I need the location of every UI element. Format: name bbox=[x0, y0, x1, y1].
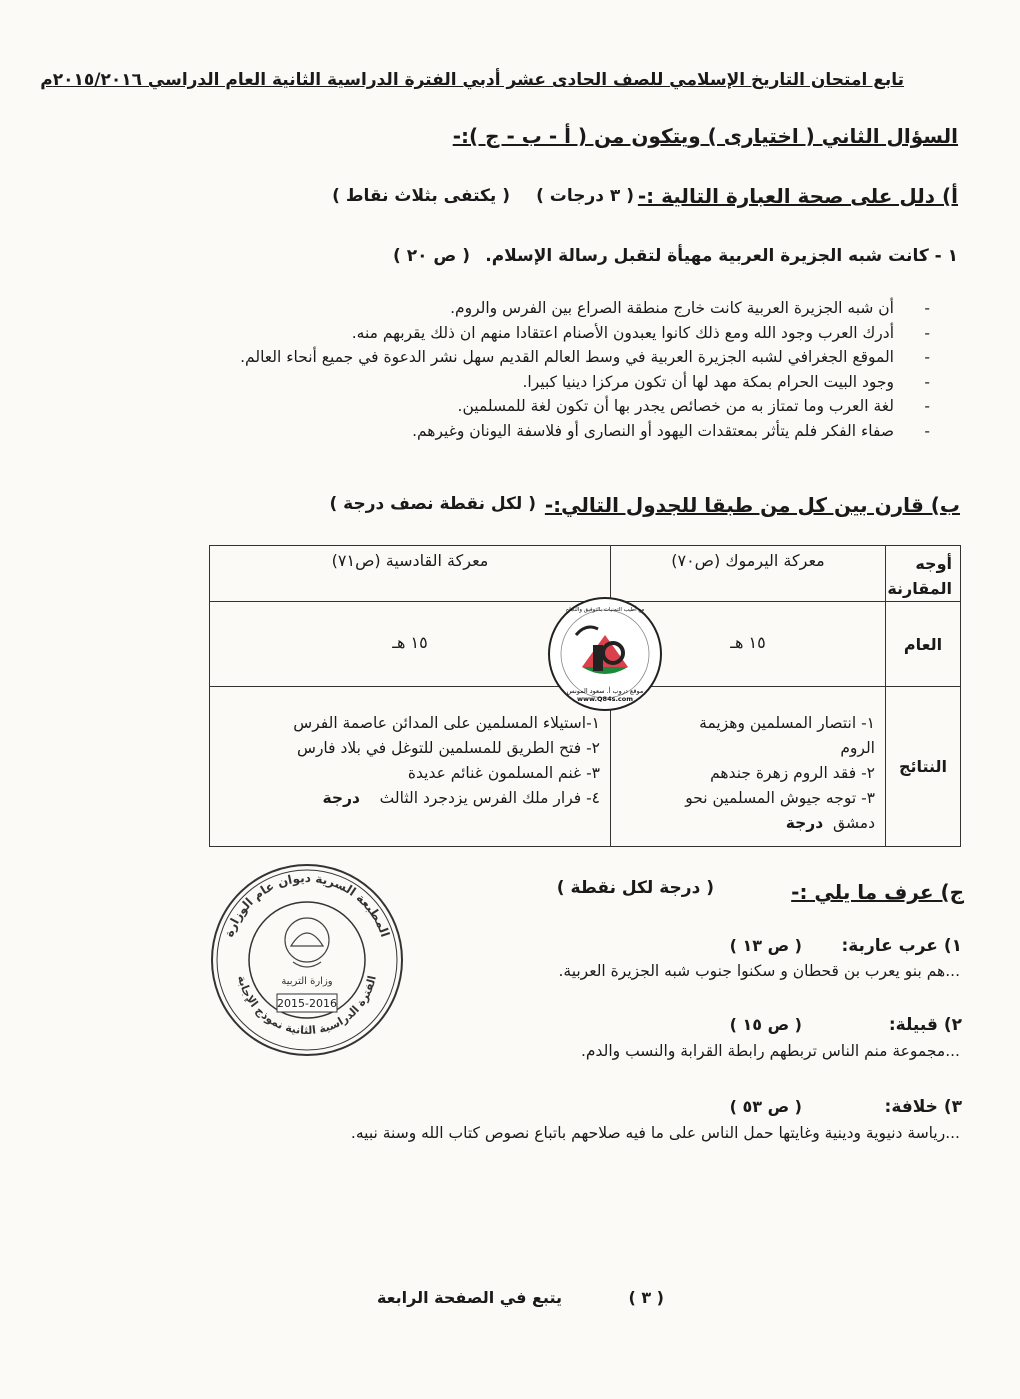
stamp-top-text: المطبعة السرية ديوان عام الوزارة bbox=[221, 870, 393, 939]
question-2-title: السؤال الثاني ( اختيارى ) ويتكون من ( أ - ب - ج ):- bbox=[452, 124, 958, 148]
part-a-grade: ( ٣ درجات ) bbox=[536, 186, 634, 206]
exam-header: تابع امتحان التاريخ الإسلامي للصف الحادى عشر أدبي الفترة الدراسية الثانية العام الدراسي ٢٠١٥/٢٠١٦م bbox=[40, 70, 904, 90]
list-item: - أدرك العرب وجود الله ومع ذلك كانوا يعبدون الأصنام اعتقادا منهم ان ذلك يقربهم منه. bbox=[240, 321, 930, 346]
part-a-label: أ) دلل على صحة العبارة التالية :- bbox=[637, 184, 958, 208]
stamp-center-text: وزارة التربية bbox=[281, 976, 333, 987]
result-line: ٢- فقد الروم زهرة جندهم bbox=[710, 764, 875, 782]
result-line: ٣- توجه جيوش المسلمين نحو bbox=[685, 789, 875, 807]
corner-line: المقارنة bbox=[887, 579, 952, 598]
definition-text: ...مجموعة منم الناس تربطهم رابطة القرابة والنسب والدم. bbox=[580, 1042, 960, 1060]
column-header-qadisiyyah: معركة القادسية (ص٧١) bbox=[210, 546, 611, 602]
definition-term: ٢) قبيلة: bbox=[888, 1015, 962, 1035]
part-b-label: ب) قارن بين كل من طبقا للجدول التالي:- bbox=[544, 493, 960, 517]
result-line: الروم bbox=[840, 739, 875, 757]
logo-url: www.Q84s.com bbox=[576, 695, 634, 703]
definition-text: ...رياسة دنيوية ودينية وغايتها حمل الناس على ما فيه صلاحهم باتباع نصوص كتاب الله وسنة نبيه. bbox=[350, 1124, 960, 1142]
definition-ref: ( ص ١٥ ) bbox=[729, 1015, 802, 1034]
result-line: ١- انتصار المسلمين وهزيمة bbox=[699, 714, 875, 732]
part-c-label: ج) عرف ما يلي :- bbox=[791, 880, 964, 904]
table-header-row bbox=[210, 546, 961, 602]
result-line bbox=[617, 811, 875, 836]
result-line: ٢- فتح الطريق للمسلمين للتوغل في بلاد فارس bbox=[297, 739, 600, 757]
footer-continue: يتبع في الصفحة الرابعة bbox=[376, 1288, 562, 1307]
list-item: - أن شبه الجزيرة العربية كانت خارج منطقة الصراع بين الفرس والروم. bbox=[240, 296, 930, 321]
definition-term: ٣) خلافة: bbox=[884, 1097, 962, 1117]
part-b-grade: ( لكل نقطة نصف درجة ) bbox=[329, 494, 536, 514]
stamp-year: 2015-2016 bbox=[277, 997, 337, 1010]
result-text: دمشق bbox=[833, 814, 875, 832]
list-item: - وجود البيت الحرام بمكة مهد لها أن تكون مركزا دينيا كبيرا. bbox=[240, 370, 930, 395]
column-header-yarmouk: معركة اليرموك (ص٧٠) bbox=[611, 546, 886, 602]
part-a-points bbox=[240, 296, 930, 443]
yarmouk-year: ١٥ هـ bbox=[611, 602, 886, 687]
stamp-bottom-text: الفترة الدراسية الثانية نموذج الإجابة bbox=[235, 974, 379, 1038]
list-item: - الموقع الجغرافي لشبه الجزيرة العربية في وسط العالم القديم سهل نشر الدعوة في جميع أنحاء العالم. bbox=[240, 345, 930, 370]
result-text: ٤- فرار ملك الفرس يزدجرد الثالث bbox=[379, 789, 600, 807]
result-line bbox=[216, 786, 600, 811]
definition-ref: ( ص ١٣ ) bbox=[729, 936, 802, 955]
website-logo-icon bbox=[546, 595, 664, 713]
table-corner-header bbox=[886, 546, 961, 602]
logo-top-text: مع أطيب التمنيات بالتوفيق والنجاح bbox=[565, 607, 645, 613]
list-item: - لغة العرب وما تمتاز به من خصائص يجدر بها أن تكون لغة للمسلمين. bbox=[240, 394, 930, 419]
part-a-page-ref: ( ص ٢٠ ) bbox=[393, 246, 470, 266]
part-a-statement: ١ - كانت شبه الجزيرة العربية مهيأة لتقبل رسالة الإسلام. bbox=[485, 246, 958, 266]
part-c-grade: ( درجة لكل نقطة ) bbox=[556, 878, 714, 898]
grade-mark: درجة bbox=[322, 789, 360, 807]
row-label-results: النتائج bbox=[886, 687, 961, 847]
row-label-year: العام bbox=[886, 602, 961, 687]
list-item: - صفاء الفكر فلم يتأثر بمعتقدات اليهود أو النصارى أو فلاسفة اليونان وغيرهم. bbox=[240, 419, 930, 444]
definition-ref: ( ص ٥٣ ) bbox=[729, 1097, 802, 1116]
ministry-stamp-icon bbox=[207, 860, 407, 1060]
grade-mark: درجة bbox=[785, 814, 824, 832]
definition-text: ...هم بنو يعرب بن قحطان و سكنوا جنوب شبه الجزيرة العربية. bbox=[558, 962, 960, 980]
corner-line: أوجه bbox=[915, 554, 952, 573]
page-number: ( ٣ ) bbox=[628, 1288, 664, 1307]
part-a-note: ( يكتفى بثلاث نقاط ) bbox=[332, 186, 510, 206]
svg-text:المطبعة السرية ديوان عام الوزا bbox=[222, 871, 393, 939]
qadisiyyah-year: ١٥ هـ bbox=[210, 602, 611, 687]
result-line: ٣- غنم المسلمون غنائم عديدة bbox=[407, 764, 600, 782]
logo-bottom-text: موقع دروب أ. سعود المونس bbox=[566, 687, 644, 695]
result-line: ١-استيلاء المسلمين على المدائن عاصمة الفرس bbox=[293, 714, 600, 732]
definition-term: ١) عرب عاربة: bbox=[841, 936, 962, 956]
